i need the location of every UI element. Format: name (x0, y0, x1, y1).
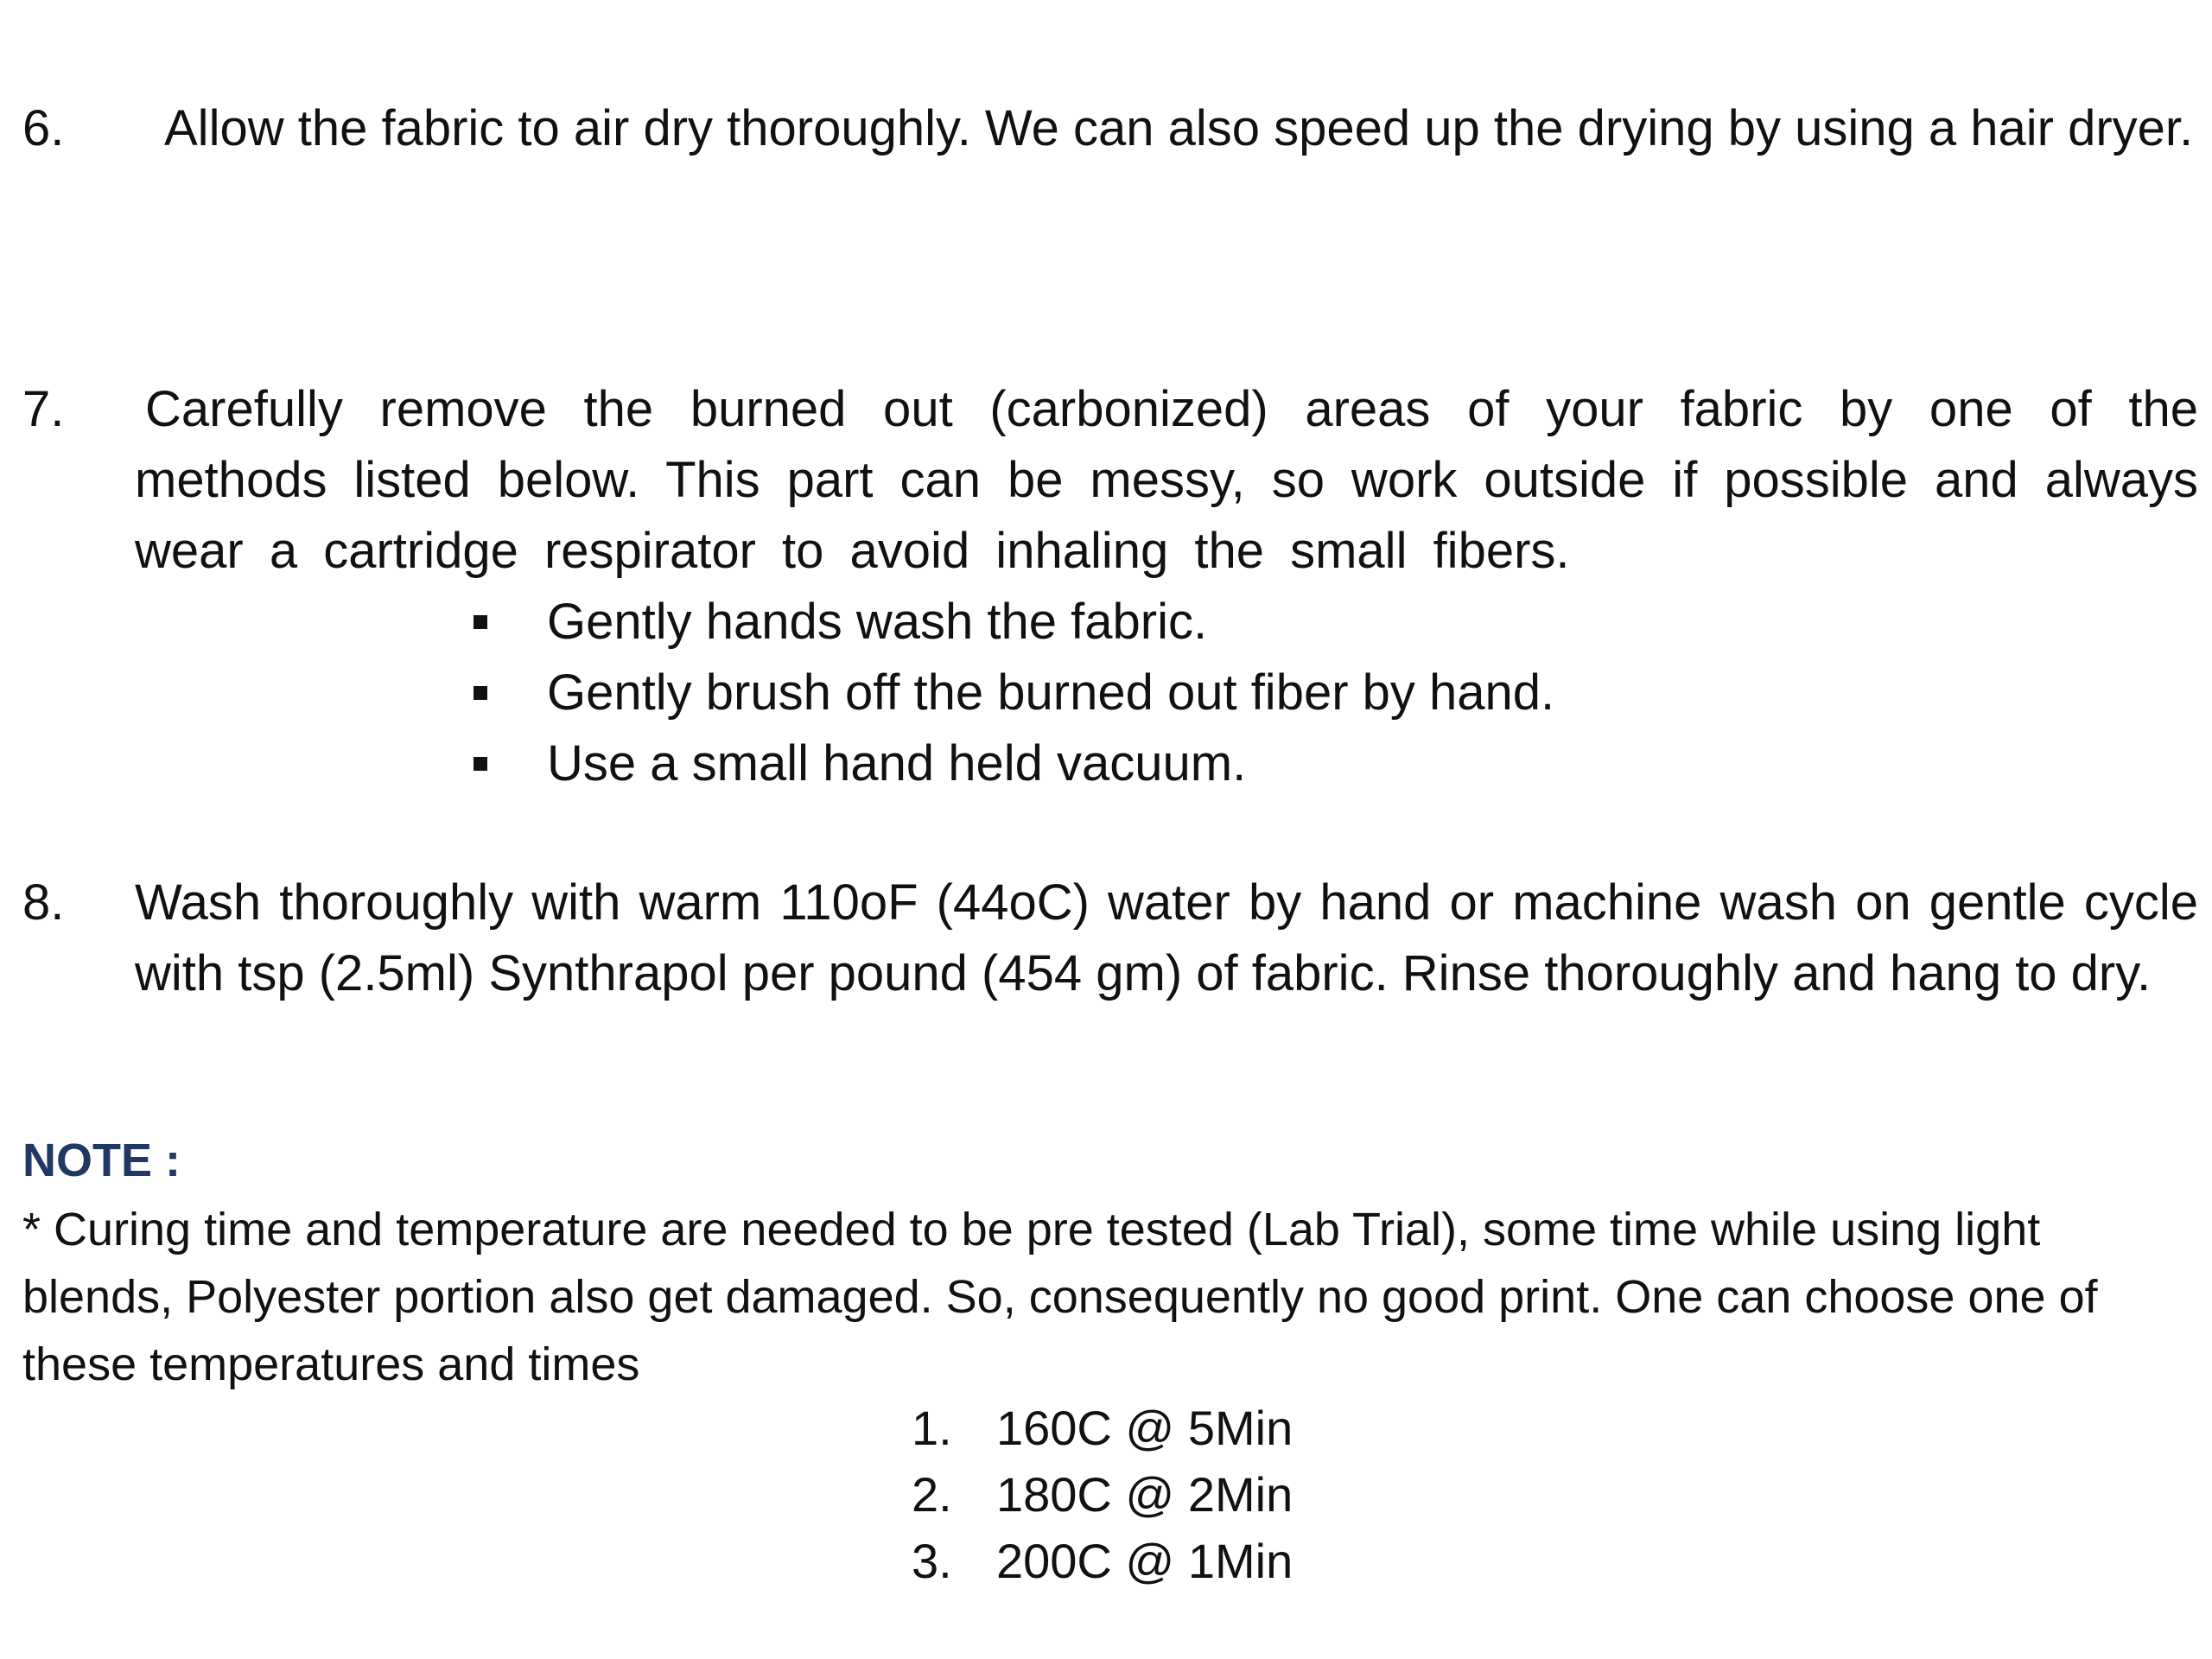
list-item-text: Use a small hand held vacuum. (547, 735, 1247, 791)
step-number: 7. (22, 381, 65, 437)
note-text: * Curing time and temperature are needed to be pre tested (Lab Trial), some time while using light blends, Polyester portion also get damaged. So, consequently no good print. One can choose one of these temperatures and times (22, 1204, 2098, 1390)
step-number: 6. (22, 100, 65, 156)
option-text: 200C @ 1Min (996, 1534, 1294, 1588)
list-item-text: Gently brush off the burned out fiber by hand. (547, 664, 1555, 721)
square-bullet-icon (474, 686, 487, 700)
option-text: 160C @ 5Min (996, 1401, 1294, 1455)
option-text: 180C @ 2Min (996, 1467, 1294, 1522)
note-heading: NOTE : (22, 1135, 181, 1186)
step-number: 8. (22, 874, 65, 931)
step-6 (22, 93, 2198, 164)
list-item (912, 1461, 1293, 1528)
step-text: Allow the fabric to air dry thoroughly. We can also speed up the drying by using a hair dryer. (164, 100, 2194, 156)
list-item-text: Gently hands wash the fabric. (547, 594, 1208, 650)
square-bullet-icon (474, 757, 487, 771)
step-text: Carefully remove the burned out (carbonized) areas of your fabric by one of the methods listed below. This part can be messy, so work outside if possible and always wear a cartridge respirator to avoid inhaling the small fibers. (135, 381, 2198, 579)
removal-methods-list (471, 587, 1554, 799)
option-number: 3. (912, 1534, 952, 1588)
square-bullet-icon (474, 615, 487, 629)
list-item (471, 587, 1554, 658)
step-8 (22, 868, 2198, 1009)
list-item (912, 1528, 1293, 1594)
list-item (471, 728, 1554, 799)
list-item (912, 1395, 1293, 1461)
temperature-options-list (912, 1395, 1293, 1594)
step-text: Wash thoroughly with warm 110oF (44oC) water by hand or machine wash on gentle cycle with tsp (2.5ml) Synthrapol per pound (454 gm) of fabric. Rinse thoroughly and hang to dry. (135, 874, 2198, 1001)
list-item (471, 658, 1554, 728)
step-7 (22, 374, 2198, 587)
option-number: 2. (912, 1467, 952, 1522)
option-number: 1. (912, 1401, 952, 1455)
